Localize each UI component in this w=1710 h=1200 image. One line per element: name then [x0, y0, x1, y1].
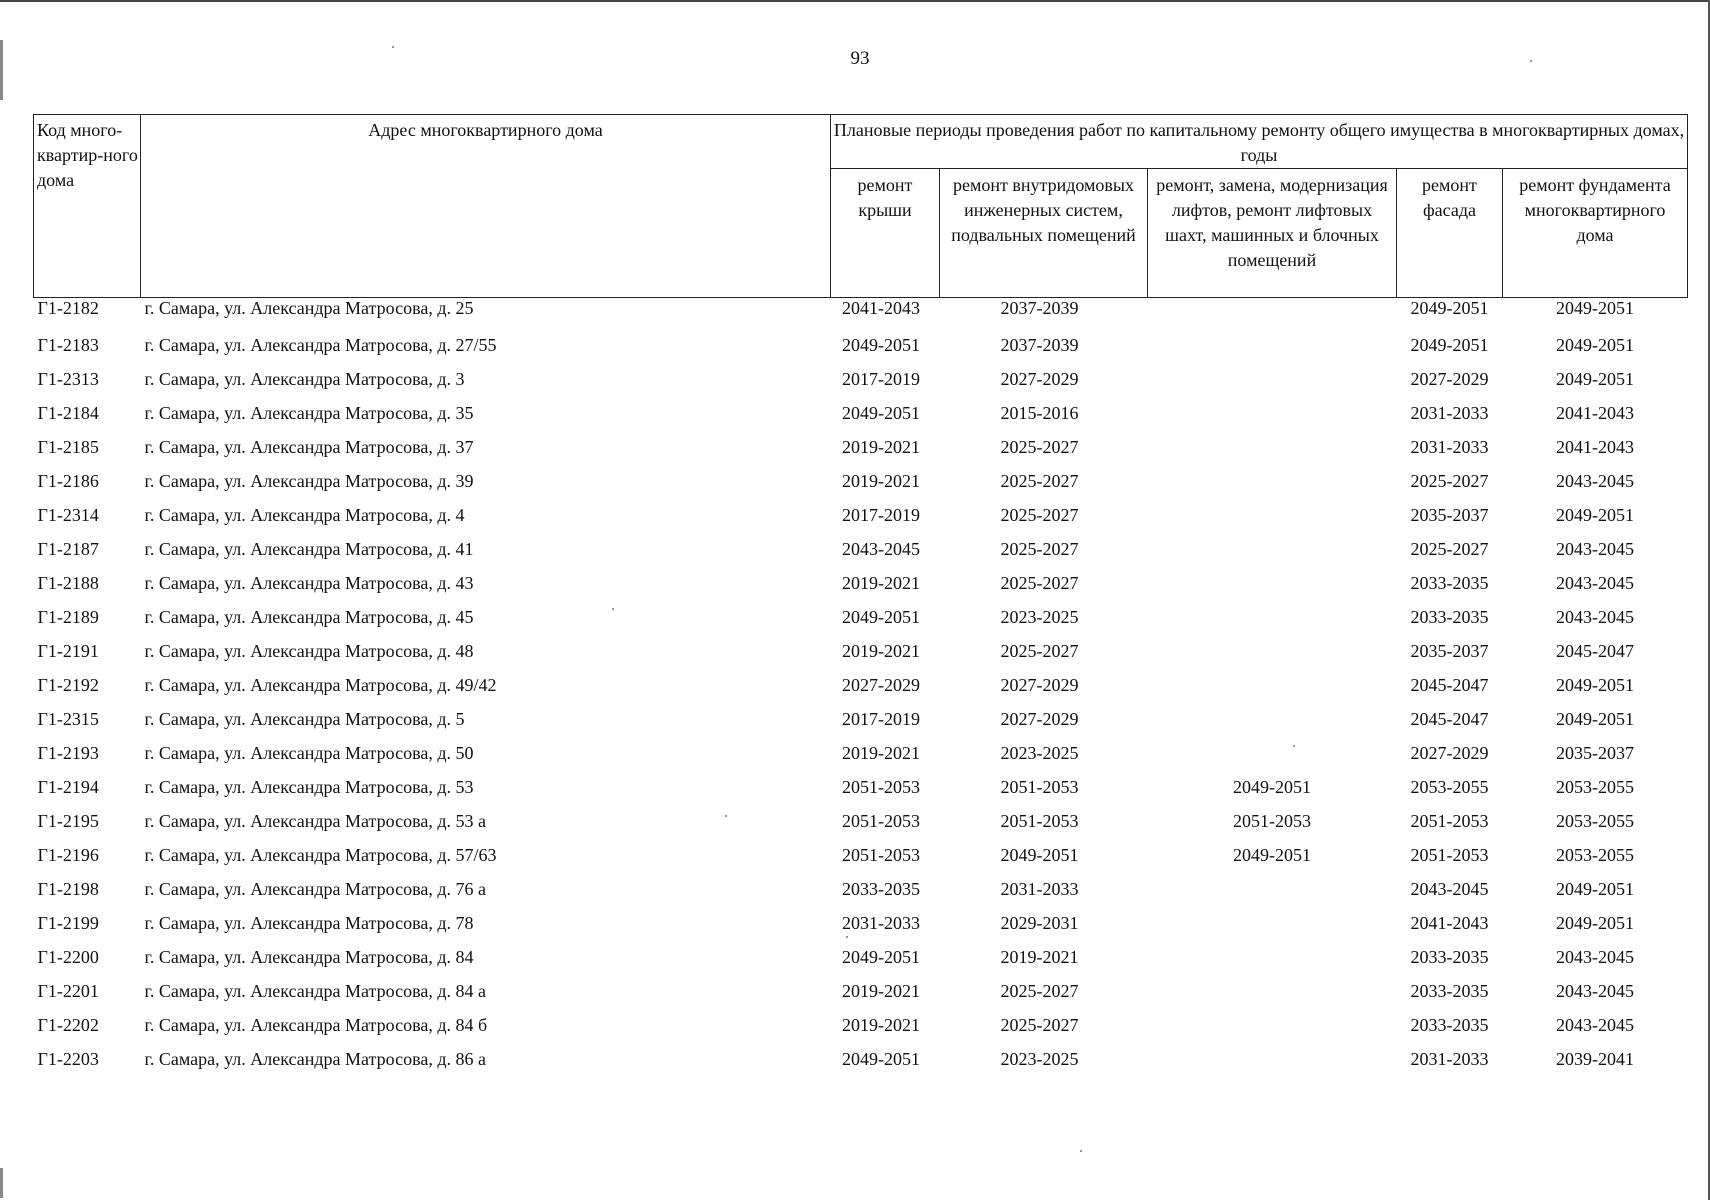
house-address: г. Самара, ул. Александра Матросова, д. 53 [144, 777, 474, 797]
engineering-period: 2027-2029 [1000, 709, 1079, 729]
house-code: Г1-2194 [37, 777, 99, 797]
facade-period: 2031-2033 [1410, 437, 1489, 457]
table-row [34, 430, 1688, 464]
roof-period: 2049-2051 [842, 947, 920, 967]
table-row [34, 702, 1688, 736]
house-code: Г1-2187 [37, 539, 99, 559]
lifts-period [1148, 396, 1397, 430]
house-address: г. Самара, ул. Александра Матросова, д. 57/63 [144, 845, 497, 865]
roof-period: 2049-2051 [842, 335, 920, 355]
facade-period: 2031-2033 [1410, 403, 1489, 423]
table-row [34, 804, 1688, 838]
scan-left-edge-mark [0, 1168, 3, 1198]
lifts-period [1148, 1008, 1397, 1042]
house-code: Г1-2186 [37, 471, 99, 491]
house-code: Г1-2184 [37, 403, 99, 423]
engineering-period: 2027-2029 [1000, 675, 1079, 695]
engineering-period: 2025-2027 [1000, 573, 1079, 593]
house-code: Г1-2203 [37, 1049, 99, 1069]
foundation-period: 2043-2045 [1556, 1015, 1634, 1035]
house-code: Г1-2189 [37, 607, 99, 627]
roof-period: 2019-2021 [842, 981, 920, 1001]
lifts-period [1148, 328, 1397, 362]
lifts-period [1148, 566, 1397, 600]
house-address: г. Самара, ул. Александра Матросова, д. 27/55 [144, 335, 497, 355]
roof-period: 2041-2043 [842, 298, 920, 318]
lifts-period [1148, 940, 1397, 974]
header-address: Адрес многоквартирного дома [141, 115, 831, 298]
lifts-period [1148, 1042, 1397, 1076]
engineering-period: 2051-2053 [1000, 811, 1079, 831]
roof-period: 2017-2019 [842, 709, 920, 729]
house-address: г. Самара, ул. Александра Матросова, д. 78 [144, 913, 474, 933]
foundation-period: 2043-2045 [1556, 947, 1634, 967]
table-row [34, 464, 1688, 498]
engineering-period: 2025-2027 [1000, 505, 1079, 525]
foundation-period: 2035-2037 [1556, 743, 1634, 763]
roof-period: 2019-2021 [842, 641, 920, 661]
table-row [34, 872, 1688, 906]
roof-period: 2049-2051 [842, 403, 920, 423]
roof-period: 2027-2029 [842, 675, 920, 695]
lifts-period [1148, 298, 1397, 329]
engineering-period: 2025-2027 [1000, 1015, 1079, 1035]
roof-period: 2033-2035 [842, 879, 920, 899]
lifts-period: 2049-2051 [1233, 777, 1311, 797]
house-code: Г1-2198 [37, 879, 99, 899]
engineering-period: 2023-2025 [1000, 607, 1079, 627]
lifts-period [1148, 736, 1397, 770]
roof-period: 2051-2053 [842, 845, 920, 865]
house-code: Г1-2314 [37, 505, 99, 525]
table-row [34, 838, 1688, 872]
house-code: Г1-2313 [37, 369, 99, 389]
house-address: г. Самара, ул. Александра Матросова, д. 37 [144, 437, 474, 457]
roof-period: 2019-2021 [842, 1015, 920, 1035]
lifts-period [1148, 430, 1397, 464]
header-code: Код много-квартир-ного дома [34, 115, 141, 298]
house-address: г. Самара, ул. Александра Матросова, д. 4 [144, 505, 465, 525]
table-row [34, 1008, 1688, 1042]
house-code: Г1-2315 [37, 709, 99, 729]
foundation-period: 2049-2051 [1556, 505, 1634, 525]
table-row [34, 634, 1688, 668]
house-address: г. Самара, ул. Александра Матросова, д. 76 а [144, 879, 486, 899]
lifts-period [1148, 668, 1397, 702]
table-row [34, 498, 1688, 532]
foundation-period: 2043-2045 [1556, 573, 1634, 593]
scan-top-border [0, 0, 1710, 2]
foundation-period: 2049-2051 [1556, 298, 1634, 318]
roof-period: 2031-2033 [842, 913, 920, 933]
roof-period: 2019-2021 [842, 471, 920, 491]
scan-speck [1080, 1150, 1082, 1152]
facade-period: 2033-2035 [1410, 607, 1489, 627]
engineering-period: 2023-2025 [1000, 1049, 1079, 1069]
house-address: г. Самара, ул. Александра Матросова, д. 50 [144, 743, 474, 763]
roof-period: 2019-2021 [842, 437, 920, 457]
table-row [34, 600, 1688, 634]
foundation-period: 2041-2043 [1556, 403, 1634, 423]
table-row [34, 532, 1688, 566]
facade-period: 2027-2029 [1410, 369, 1489, 389]
engineering-period: 2051-2053 [1000, 777, 1079, 797]
house-address: г. Самара, ул. Александра Матросова, д. 49/42 [144, 675, 497, 695]
house-address: г. Самара, ул. Александра Матросова, д. 41 [144, 539, 474, 559]
engineering-period: 2049-2051 [1000, 845, 1079, 865]
engineering-period: 2037-2039 [1000, 335, 1079, 355]
roof-period: 2017-2019 [842, 505, 920, 525]
table-row [34, 906, 1688, 940]
foundation-period: 2043-2045 [1556, 471, 1634, 491]
house-address: г. Самара, ул. Александра Матросова, д. 84 а [144, 981, 486, 1001]
house-address: г. Самара, ул. Александра Матросова, д. 43 [144, 573, 474, 593]
lifts-period [1148, 974, 1397, 1008]
table-row [34, 668, 1688, 702]
roof-period: 2049-2051 [842, 607, 920, 627]
house-address: г. Самара, ул. Александра Матросова, д. 5 [144, 709, 465, 729]
table-row [34, 736, 1688, 770]
foundation-period: 2041-2043 [1556, 437, 1634, 457]
lifts-period [1148, 532, 1397, 566]
facade-period: 2045-2047 [1410, 675, 1489, 695]
house-code: Г1-2185 [37, 437, 99, 457]
foundation-period: 2053-2055 [1556, 811, 1634, 831]
table-header [34, 115, 1688, 298]
facade-period: 2033-2035 [1410, 981, 1489, 1001]
facade-period: 2051-2053 [1410, 845, 1489, 865]
roof-period: 2051-2053 [842, 811, 920, 831]
facade-period: 2035-2037 [1410, 641, 1489, 661]
lifts-period [1148, 362, 1397, 396]
table-row [34, 974, 1688, 1008]
engineering-period: 2025-2027 [1000, 471, 1079, 491]
engineering-period: 2019-2021 [1000, 947, 1079, 967]
lifts-period [1148, 872, 1397, 906]
facade-period: 2033-2035 [1410, 947, 1489, 967]
engineering-period: 2027-2029 [1000, 369, 1079, 389]
foundation-period: 2043-2045 [1556, 539, 1634, 559]
lifts-period [1148, 600, 1397, 634]
engineering-period: 2023-2025 [1000, 743, 1079, 763]
facade-period: 2049-2051 [1410, 298, 1489, 318]
header-foundation: ремонт фундамента многоквартирного дома [1503, 169, 1688, 298]
house-address: г. Самара, ул. Александра Матросова, д. 84 [144, 947, 474, 967]
house-address: г. Самара, ул. Александра Матросова, д. 3 [144, 369, 465, 389]
house-code: Г1-2196 [37, 845, 99, 865]
lifts-period [1148, 906, 1397, 940]
house-code: Г1-2195 [37, 811, 99, 831]
house-address: г. Самара, ул. Александра Матросова, д. 53 а [144, 811, 486, 831]
house-code: Г1-2199 [37, 913, 99, 933]
house-code: Г1-2182 [37, 298, 99, 318]
foundation-period: 2049-2051 [1556, 709, 1634, 729]
table-row [34, 362, 1688, 396]
foundation-period: 2053-2055 [1556, 777, 1634, 797]
facade-period: 2033-2035 [1410, 1015, 1489, 1035]
capital-repair-table [33, 114, 1688, 1076]
facade-period: 2025-2027 [1410, 539, 1489, 559]
lifts-period [1148, 634, 1397, 668]
roof-period: 2043-2045 [842, 539, 920, 559]
house-address: г. Самара, ул. Александра Матросова, д. 48 [144, 641, 474, 661]
roof-period: 2019-2021 [842, 573, 920, 593]
roof-period: 2051-2053 [842, 777, 920, 797]
foundation-period: 2053-2055 [1556, 845, 1634, 865]
house-code: Г1-2188 [37, 573, 99, 593]
lifts-period: 2051-2053 [1233, 811, 1311, 831]
roof-period: 2017-2019 [842, 369, 920, 389]
house-address: г. Самара, ул. Александра Матросова, д. 35 [144, 403, 474, 423]
house-code: Г1-2200 [37, 947, 99, 967]
engineering-period: 2029-2031 [1000, 913, 1079, 933]
house-code: Г1-2183 [37, 335, 99, 355]
house-address: г. Самара, ул. Александра Матросова, д. 39 [144, 471, 474, 491]
table-row [34, 1042, 1688, 1076]
table-body [34, 298, 1688, 1077]
house-address: г. Самара, ул. Александра Матросова, д. 84 б [144, 1015, 488, 1035]
foundation-period: 2049-2051 [1556, 335, 1634, 355]
facade-period: 2027-2029 [1410, 743, 1489, 763]
engineering-period: 2015-2016 [1000, 403, 1079, 423]
lifts-period [1148, 464, 1397, 498]
facade-period: 2045-2047 [1410, 709, 1489, 729]
facade-period: 2051-2053 [1410, 811, 1489, 831]
facade-period: 2053-2055 [1410, 777, 1489, 797]
facade-period: 2041-2043 [1410, 913, 1489, 933]
house-address: г. Самара, ул. Александра Матросова, д. 25 [144, 298, 474, 318]
facade-period: 2035-2037 [1410, 505, 1489, 525]
table-row [34, 566, 1688, 600]
foundation-period: 2049-2051 [1556, 913, 1634, 933]
foundation-period: 2039-2041 [1556, 1049, 1634, 1069]
lifts-period [1148, 498, 1397, 532]
house-code: Г1-2192 [37, 675, 99, 695]
foundation-period: 2045-2047 [1556, 641, 1634, 661]
house-code: Г1-2191 [37, 641, 99, 661]
header-planned-periods: Плановые периоды проведения работ по капитальному ремонту общего имущества в многоквартирных домах, годы [831, 115, 1688, 169]
house-address: г. Самара, ул. Александра Матросова, д. 45 [144, 607, 474, 627]
table-row [34, 940, 1688, 974]
page-number: 93 [850, 48, 870, 69]
facade-period: 2031-2033 [1410, 1049, 1489, 1069]
foundation-period: 2049-2051 [1556, 369, 1634, 389]
header-engineering: ремонт внутридомовых инженерных систем, подвальных помещений [940, 169, 1148, 298]
facade-period: 2049-2051 [1410, 335, 1489, 355]
roof-period: 2049-2051 [842, 1049, 920, 1069]
table-row [34, 298, 1688, 329]
engineering-period: 2025-2027 [1000, 981, 1079, 1001]
foundation-period: 2043-2045 [1556, 981, 1634, 1001]
header-facade: ремонт фасада [1397, 169, 1503, 298]
foundation-period: 2043-2045 [1556, 607, 1634, 627]
roof-period: 2019-2021 [842, 743, 920, 763]
header-roof: ремонт крыши [831, 169, 940, 298]
engineering-period: 2025-2027 [1000, 539, 1079, 559]
engineering-period: 2025-2027 [1000, 437, 1079, 457]
lifts-period [1148, 702, 1397, 736]
table-row [34, 770, 1688, 804]
house-code: Г1-2201 [37, 981, 99, 1001]
foundation-period: 2049-2051 [1556, 879, 1634, 899]
table-row [34, 396, 1688, 430]
engineering-period: 2037-2039 [1000, 298, 1079, 318]
house-code: Г1-2193 [37, 743, 99, 763]
table-row [34, 328, 1688, 362]
engineering-period: 2025-2027 [1000, 641, 1079, 661]
foundation-period: 2049-2051 [1556, 675, 1634, 695]
engineering-period: 2031-2033 [1000, 879, 1079, 899]
house-code: Г1-2202 [37, 1015, 99, 1035]
facade-period: 2043-2045 [1410, 879, 1489, 899]
house-address: г. Самара, ул. Александра Матросова, д. 86 а [144, 1049, 486, 1069]
facade-period: 2025-2027 [1410, 471, 1489, 491]
facade-period: 2033-2035 [1410, 573, 1489, 593]
header-lifts: ремонт, замена, модернизация лифтов, ремонт лифтовых шахт, машинных и блочных помещений [1148, 169, 1397, 298]
lifts-period: 2049-2051 [1233, 845, 1311, 865]
